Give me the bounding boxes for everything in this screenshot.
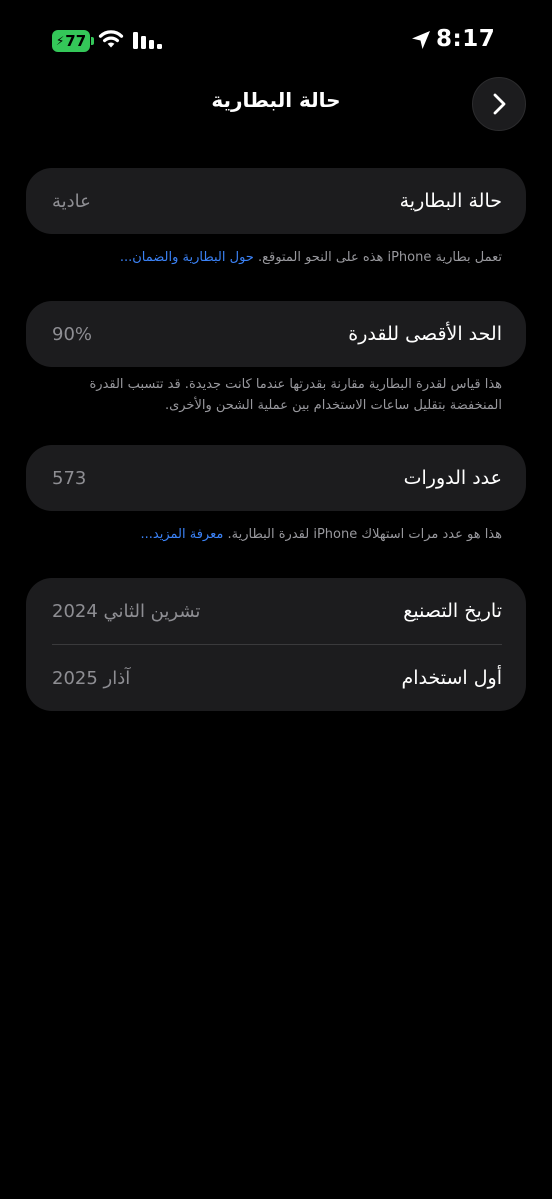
cycle-count-row — [26, 445, 526, 511]
chevron-right-icon — [489, 92, 509, 116]
battery-condition-row — [26, 168, 526, 234]
max-capacity-card — [26, 301, 526, 367]
learn-more-link[interactable]: معرفة المزيد... — [140, 527, 224, 542]
manufacture-date-row — [26, 578, 526, 644]
battery-level: 77 — [65, 32, 87, 50]
cycle-count-label: عدد الدورات — [403, 467, 502, 489]
clock: 8:17 — [436, 26, 496, 52]
dates-card — [26, 578, 526, 711]
first-use-value: آذار 2025 — [52, 667, 131, 689]
max-capacity-footnote-text: هذا قياس لقدرة البطارية مقارنة بقدرتها عندما كانت جديدة. قد تتسبب القدرة المنخفضة بتقليل ساعات الاستخدام بين عملية الشحن والأخرى. — [89, 377, 502, 413]
max-capacity-row — [26, 301, 526, 367]
first-use-row — [26, 645, 526, 711]
max-capacity-value: 90% — [52, 323, 93, 345]
battery-condition-card — [26, 168, 526, 234]
max-capacity-label: الحد الأقصى للقدرة — [348, 323, 502, 345]
wifi-icon — [98, 28, 124, 50]
battery-condition-footnote — [40, 247, 502, 268]
battery-tip — [91, 37, 94, 45]
battery-condition-footnote-text: تعمل بطارية iPhone هذه على النحو المتوقع. — [257, 250, 502, 265]
status-bar — [0, 0, 552, 80]
cycle-count-card — [26, 445, 526, 511]
battery-indicator — [52, 30, 90, 52]
manufacture-date-value: تشرين الثاني 2024 — [52, 600, 201, 622]
manufacture-date-label: تاريخ التصنيع — [403, 600, 502, 622]
battery-condition-label: حالة البطارية — [399, 190, 502, 212]
cellular-signal-icon — [132, 30, 162, 50]
back-button[interactable] — [472, 77, 526, 131]
first-use-label: أول استخدام — [401, 667, 502, 689]
cycle-count-footnote — [40, 524, 502, 545]
location-arrow-icon — [410, 29, 432, 51]
charging-bolt-icon: ⚡ — [55, 34, 65, 48]
max-capacity-footnote — [40, 374, 502, 416]
page-title: حالة البطارية — [211, 88, 341, 112]
battery-warranty-link[interactable]: حول البطارية والضمان... — [119, 250, 254, 265]
cycle-count-value: 573 — [52, 467, 87, 489]
battery-condition-value: عادية — [52, 190, 91, 212]
cycle-count-footnote-text: هذا هو عدد مرات استهلاك iPhone لقدرة البطارية. — [227, 527, 502, 542]
